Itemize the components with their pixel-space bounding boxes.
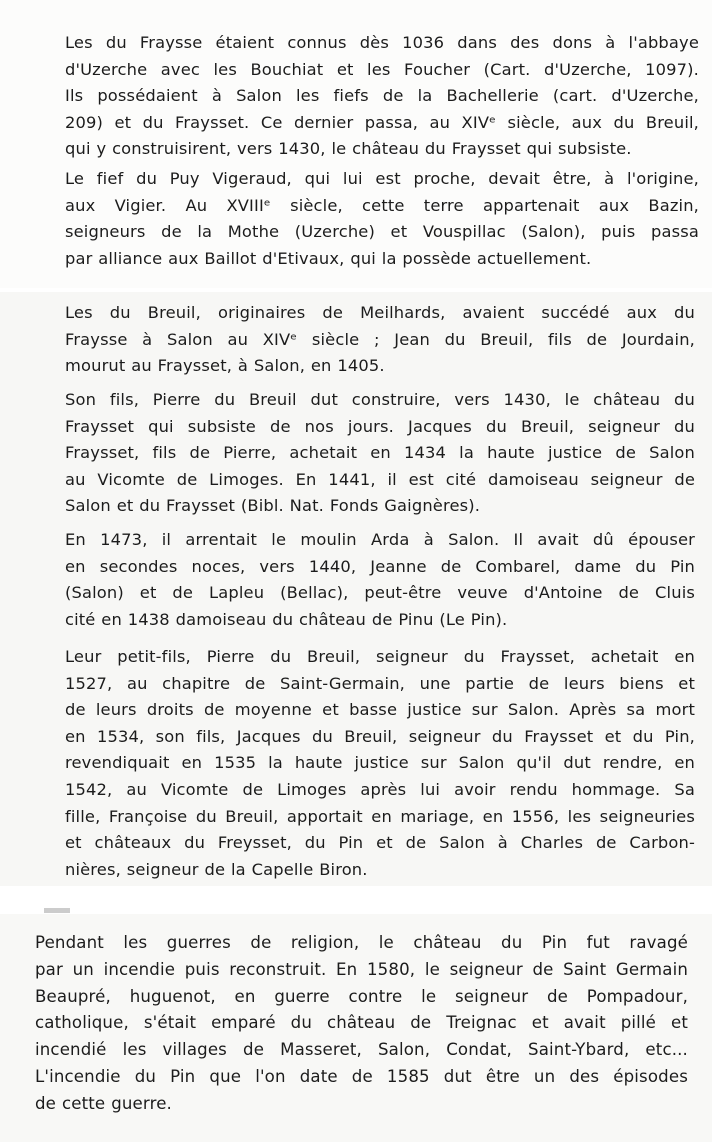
text-line: Fraysset, fils de Pierre, achetait en 1434 la haute justice de Salon [65, 443, 695, 463]
text-line: d'Uzerche avec les Bouchiat et les Foucher (Cart. d'Uzerche, 1097). [65, 59, 699, 79]
text-line: Le fief du Puy Vigeraud, qui lui est proche, devait être, à l'origine, [65, 169, 699, 188]
text-line: incendié les villages de Masseret, Salon, Condat, Saint-Ybard, etc... [35, 1040, 688, 1060]
paragraph-du-breuil-origins [47, 300, 695, 380]
text-line: de leurs droits de moyenne et basse justice sur Salon. Après sa mort [65, 700, 695, 720]
text-line: Son fils, Pierre du Breuil dut construire, vers 1430, le château du [65, 390, 695, 409]
scan-artifact [44, 908, 70, 913]
text-line: au Vicomte de Limoges. En 1441, il est cité damoiseau seigneur de [65, 469, 695, 489]
text-line: par alliance aux Baillot d'Etivaux, qui la possède actuellement. [65, 248, 592, 268]
text-line: Fraysset qui subsiste de nos jours. Jacques du Breuil, seigneur du [65, 416, 695, 436]
text-line: Les du Fraysse étaient connus dès 1036 dans des dons à l'abbaye [65, 33, 699, 52]
text-line: catholique, s'était emparé du château de Treignac et avait pillé et [35, 1013, 688, 1033]
paragraph-fraysse-origins [47, 30, 699, 163]
text-line: de cette guerre. [35, 1093, 172, 1113]
text-line: aux Vigier. Au XVIIIᵉ siècle, cette terre appartenait aux Bazin, [65, 195, 699, 215]
text-line: Les du Breuil, originaires de Meilhards, avaient succédé aux du [65, 303, 695, 322]
text-line: 1527, au chapitre de Saint-Germain, une partie de leurs biens et [65, 673, 695, 693]
text-line: seigneurs de la Mothe (Uzerche) et Vouspillac (Salon), puis passa [65, 222, 699, 242]
text-line: Salon et du Fraysset (Bibl. Nat. Fonds Gaignères). [65, 496, 481, 516]
paragraph-petit-fils [47, 644, 695, 883]
paragraph-guerres-de-religion [30, 930, 688, 1118]
text-line: Pendant les guerres de religion, le château du Pin fut ravagé [35, 933, 688, 952]
paragraph-pierre-du-breuil [47, 387, 695, 520]
text-line: En 1473, il arrentait le moulin Arda à Salon. Il avait dû épouser [65, 530, 695, 549]
text-line: Ils possédaient à Salon les fiefs de la Bachellerie (cart. d'Uzerche, [65, 86, 699, 106]
text-line: Beaupré, huguenot, en guerre contre le seigneur de Pompadour, [35, 986, 688, 1006]
text-line: L'incendie du Pin que l'on date de 1585 dut être un des épisodes [35, 1066, 688, 1086]
text-line: Fraysse à Salon au XIVᵉ siècle ; Jean du Breuil, fils de Jourdain, [65, 329, 695, 349]
text-line: en secondes noces, vers 1440, Jeanne de Combarel, dame du Pin [65, 556, 695, 576]
text-line: cité en 1438 damoiseau du château de Pinu (Le Pin). [65, 609, 508, 629]
text-line: 1542, au Vicomte de Limoges après lui avoir rendu hommage. Sa [65, 779, 695, 799]
text-line: Leur petit-fils, Pierre du Breuil, seigneur du Fraysset, achetait en [65, 647, 695, 666]
text-line: 209) et du Fraysset. Ce dernier passa, au XIVᵉ siècle, aux du Breuil, [65, 112, 699, 132]
text-line: par un incendie puis reconstruit. En 1580, le seigneur de Saint Germain [35, 959, 688, 979]
paragraph-moulin-arda [47, 527, 695, 633]
text-line: revendiquait en 1535 la haute justice sur Salon qu'il dut rendre, en [65, 753, 695, 773]
text-line: en 1534, son fils, Jacques du Breuil, seigneur du Fraysset et du Pin, [65, 726, 695, 746]
text-line: mourut au Fraysset, à Salon, en 1405. [65, 356, 385, 376]
text-line: qui y construisirent, vers 1430, le château du Fraysset qui subsiste. [65, 139, 632, 159]
text-line: (Salon) et de Lapleu (Bellac), peut-être veuve d'Antoine de Cluis [65, 583, 695, 603]
paragraph-puy-vigeraud [47, 166, 699, 272]
text-line: nières, seigneur de la Capelle Biron. [65, 859, 368, 879]
text-line: et châteaux du Freysset, du Pin et de Salon à Charles de Carbon- [65, 833, 695, 853]
text-line: fille, Françoise du Breuil, apportait en mariage, en 1556, les seigneuries [65, 806, 695, 826]
